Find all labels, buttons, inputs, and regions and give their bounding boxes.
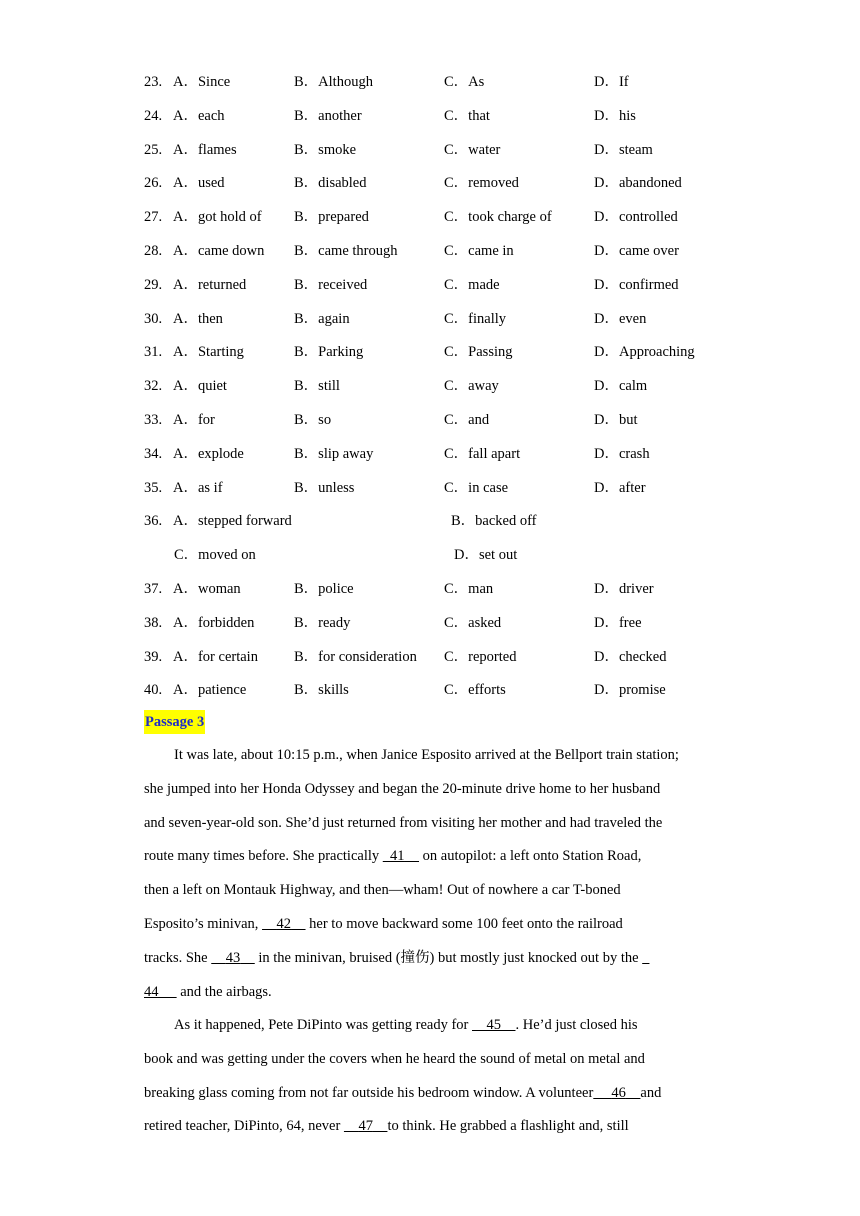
option-b: B．so	[294, 412, 332, 428]
option-c: C．made	[444, 277, 500, 293]
paragraph-line: she jumped into her Honda Odyssey and began the 20-minute drive home to her husband	[144, 780, 661, 797]
question-number: 28.	[144, 243, 163, 259]
blank-number: 47	[358, 1118, 373, 1135]
blank-44-start	[642, 950, 649, 966]
option-a: A．explode	[173, 446, 244, 462]
question-number: 24.	[144, 108, 163, 124]
blank-45	[472, 1017, 516, 1033]
paragraph-line	[144, 1110, 724, 1144]
option-d: D．abandoned	[594, 175, 682, 191]
option-b: B．came through	[294, 243, 398, 259]
option-a: A．forbidden	[173, 615, 255, 631]
blank-number: 46	[611, 1084, 626, 1101]
option-c: C．asked	[444, 615, 502, 631]
option-c: C．finally	[444, 311, 507, 327]
option-b: B．again	[294, 311, 350, 327]
option-b: B．skills	[294, 682, 349, 698]
option-a: A．quiet	[173, 378, 227, 394]
blank-number: 43	[225, 949, 241, 966]
question-number: 27.	[144, 209, 163, 225]
option-d: D．even	[594, 311, 647, 327]
blank-number: 45	[486, 1017, 501, 1033]
option-b: B．unless	[294, 480, 355, 496]
option-d: D．free	[594, 615, 642, 631]
question-number: 26.	[144, 175, 163, 191]
text-segment: on autopilot: a left onto Station Road,	[419, 848, 642, 865]
blank-42	[262, 916, 306, 932]
blank-46	[593, 1085, 640, 1101]
option-a: A．as if	[173, 480, 223, 496]
option-d: D．promise	[594, 682, 666, 698]
option-b: B．prepared	[294, 209, 369, 225]
option-a: A．for certain	[173, 649, 258, 665]
text-segment: to think. He grabbed a flashlight and, still	[387, 1118, 629, 1135]
option-a: A．then	[173, 311, 223, 327]
option-d: D．his	[594, 108, 636, 124]
text-segment: . He’d just closed his	[515, 1017, 638, 1033]
question-number: 29.	[144, 277, 163, 293]
option-d: D．but	[594, 412, 638, 428]
passage-paragraph-2	[144, 1009, 724, 1144]
question-number: 31.	[144, 344, 163, 360]
text-segment: route many times before. She practically	[144, 848, 383, 865]
option-c: C．in case	[444, 480, 509, 496]
question-number: 38.	[144, 615, 163, 631]
option-d: D．controlled	[594, 209, 678, 225]
paragraph-line	[144, 840, 724, 874]
passage-title: Passage 3	[144, 710, 205, 734]
option-d: D．checked	[594, 649, 667, 665]
option-c: C．and	[444, 412, 490, 428]
option-a: A．stepped forward	[173, 513, 292, 529]
blank-41	[383, 848, 419, 864]
option-b: B．backed off	[451, 513, 537, 529]
paragraph-line	[144, 976, 724, 1010]
option-c: C．Passing	[444, 344, 513, 360]
option-c: C．efforts	[444, 682, 506, 698]
option-b: B．another	[294, 108, 362, 124]
option-b: B．ready	[294, 615, 351, 631]
option-c: C．reported	[444, 649, 517, 665]
option-a: A．got hold of	[173, 209, 262, 225]
blank-43	[211, 950, 255, 966]
question-number: 40.	[144, 682, 163, 698]
blank-44	[144, 984, 177, 1000]
option-a: A．for	[173, 412, 215, 428]
question-number: 30.	[144, 311, 163, 327]
option-a: A．Starting	[173, 344, 244, 360]
option-c: C．As	[444, 74, 485, 90]
text-segment: As it happened, Pete DiPinto was getting ready for	[174, 1017, 472, 1033]
option-d: D．set out	[454, 547, 518, 563]
option-a: A．Since	[173, 74, 231, 90]
option-a: A．woman	[173, 581, 241, 597]
blank-number: 41	[390, 848, 405, 865]
paragraph-line	[144, 1009, 724, 1043]
option-b: B．for consideration	[294, 649, 417, 665]
blank-number: 44	[144, 983, 159, 1000]
option-d: D．calm	[594, 378, 648, 394]
option-d: D．crash	[594, 446, 650, 462]
option-b: B．still	[294, 378, 340, 394]
passage-paragraph-1	[144, 739, 724, 1009]
option-b: B．slip away	[294, 446, 374, 462]
text-segment: in the minivan, bruised (撞伤) but mostly just knocked out by the	[254, 949, 643, 966]
question-number: 39.	[144, 649, 163, 665]
paragraph-line: then a left on Montauk Highway, and then—wham! Out of nowhere a car T-boned	[144, 882, 621, 899]
text-segment: retired teacher, DiPinto, 64, never	[144, 1118, 344, 1135]
option-b: B．Parking	[294, 344, 364, 360]
option-d: D．Approaching	[594, 344, 695, 360]
option-d: D．confirmed	[594, 277, 679, 293]
question-number: 37.	[144, 581, 163, 597]
paragraph-line	[144, 1077, 724, 1111]
option-a: A．patience	[173, 682, 247, 698]
text-segment: tracks. She	[144, 949, 212, 966]
blank-47	[344, 1118, 388, 1134]
question-number: 33.	[144, 412, 163, 428]
option-c: C．removed	[444, 175, 519, 191]
paragraph-line: It was late, about 10:15 p.m., when Janice Esposito arrived at the Bellport train station;	[174, 747, 679, 763]
question-number: 34.	[144, 446, 163, 462]
option-a: A．came down	[173, 243, 265, 259]
text-segment: and the airbags.	[176, 983, 272, 1000]
option-d: D．after	[594, 480, 646, 496]
option-a: A．used	[173, 175, 225, 191]
text-segment: her to move backward some 100 feet onto the railroad	[305, 915, 623, 932]
option-c: C．away	[444, 378, 499, 394]
text-segment: Esposito’s minivan,	[144, 915, 263, 932]
option-c: C．fall apart	[444, 446, 521, 462]
option-d: D．If	[594, 74, 629, 90]
paragraph-line	[144, 908, 724, 942]
option-a: A．each	[173, 108, 225, 124]
text-segment: breaking glass coming from not far outside his bedroom window. A volunteer	[144, 1084, 594, 1101]
text-segment: and	[640, 1084, 662, 1101]
paragraph-line	[144, 942, 724, 976]
paragraph-line: book and was getting under the covers when he heard the sound of metal on metal and	[144, 1050, 645, 1067]
option-c: C．took charge of	[444, 209, 552, 225]
option-d: D．driver	[594, 581, 654, 597]
option-a: A．returned	[173, 277, 247, 293]
blank-number: 42	[276, 915, 292, 932]
option-c: C．that	[444, 108, 490, 124]
option-b: B．police	[294, 581, 354, 597]
option-b: B．received	[294, 277, 368, 293]
option-c: C．man	[444, 581, 494, 597]
option-b: B．Although	[294, 74, 373, 90]
question-number: 35.	[144, 480, 163, 496]
question-number: 32.	[144, 378, 163, 394]
paragraph-line: and seven-year-old son. She’d just returned from visiting her mother and had traveled the	[144, 814, 663, 831]
option-b: B．disabled	[294, 175, 367, 191]
question-number: 36.	[144, 513, 163, 529]
option-c: C．water	[444, 142, 501, 158]
option-c: C．moved on	[174, 547, 256, 563]
option-b: B．smoke	[294, 142, 357, 158]
option-d: D．steam	[594, 142, 653, 158]
question-number: 25.	[144, 142, 163, 158]
option-d: D．came over	[594, 243, 679, 259]
option-c: C．came in	[444, 243, 514, 259]
option-a: A．flames	[173, 142, 237, 158]
question-number: 23.	[144, 74, 163, 90]
